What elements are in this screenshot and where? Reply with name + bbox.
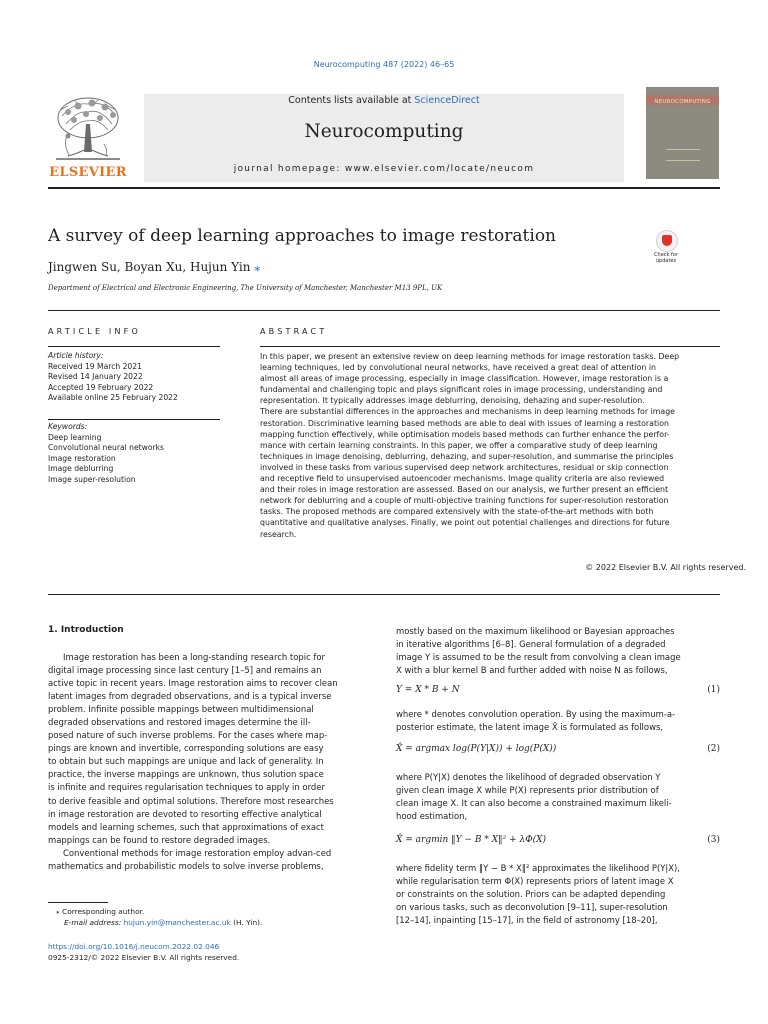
abstract-line: and their roles in image restoration are assessed. Based on our analysis, we further present an efficient [260, 485, 669, 495]
body-line: where P(Y|X) denotes the likelihood of degraded observation Y [396, 772, 661, 782]
corresponding-author-note: ⁎ Corresponding author. [56, 907, 145, 916]
abstract-bottom-rule [48, 594, 720, 595]
email-label: E-mail address: [64, 918, 124, 927]
doi-link[interactable]: https://doi.org/10.1016/j.neucom.2022.02.046 [48, 942, 220, 951]
equation-3-text: X̂ = argmin ‖Y − B * X‖² + λΦ(X) [396, 835, 546, 845]
intro-right-block-4 [396, 862, 720, 927]
elsevier-logo [48, 94, 128, 180]
article-info-rule [48, 346, 220, 347]
history-label: Article history: [48, 351, 104, 360]
keyword: Image super-resolution [48, 474, 136, 484]
equation-2-text: X̂ = argmax log(P(Y|X)) + log(P(X)) [396, 744, 557, 754]
body-line: pings are known and invertible, corresponding solutions are easy [48, 743, 324, 754]
check-updates-icon [656, 230, 678, 252]
body-line: latent images from degraded observations, and is a typical inverse [48, 691, 332, 702]
abstract-line: tasks. The proposed methods are compared extensively with the state-of-the-art methods with both [260, 507, 654, 517]
introduction-heading: 1. Introduction [48, 625, 124, 635]
body-line: posed nature of such inverse problems. For the cases where map- [48, 730, 328, 741]
history-received: Received 19 March 2021 [48, 361, 142, 371]
abstract-rule [260, 346, 720, 347]
body-line: is infinite and requires regularisation techniques to apply in order [48, 782, 325, 793]
body-line: X with a blur kernel B and further added with noise N as follows, [396, 665, 668, 676]
corresponding-author-mark[interactable]: ⁎ [254, 260, 261, 274]
authors: Jingwen Su, Boyan Xu, Hujun Yin [48, 260, 251, 274]
body-line: Image restoration has been a long-standing research topic for [63, 652, 325, 662]
abstract-line: fundamental and challenging topic and plays significant roles in image processing, understanding and [260, 385, 663, 395]
journal-cover-image [646, 87, 719, 179]
article-info-heading: ARTICLE INFO [48, 327, 141, 336]
abstract-line: involved in these tasks from various supervised deep network architectures, residual or skip connection [260, 462, 669, 472]
body-line: mostly based on the maximum likelihood or Bayesian approaches [396, 626, 675, 636]
body-line: Conventional methods for image restoration employ advan-ced [63, 847, 332, 858]
article-history [48, 351, 220, 404]
check-for-updates-badge[interactable] [648, 230, 684, 266]
equation-3-number: (3) [707, 835, 720, 845]
intro-right-block-2 [396, 708, 720, 734]
journal-homepage[interactable]: journal homepage: www.elsevier.com/locate/neucom [233, 164, 535, 174]
abstract-line: quantitative and qualitative analyses. Finally, we point out potential challenges and directions for future [260, 518, 670, 528]
equation-1 [396, 685, 720, 695]
author-email-link[interactable]: hujun.yin@manchester.ac.uk [123, 918, 231, 927]
history-online: Available online 25 February 2022 [48, 393, 178, 403]
abstract-line: network for deblurring and a couple of multi-objective training functions for super-resolution restoration [260, 496, 669, 506]
title-rule [48, 310, 720, 311]
abstract-line: and receptive field to unsupervised autoencoder mechanisms. Image quality criteria are also reviewed [260, 474, 665, 484]
history-accepted: Accepted 19 February 2022 [48, 382, 154, 392]
keyword: Image deblurring [48, 464, 114, 474]
body-line: models and learning schemes, such that approximations of exact [48, 821, 324, 832]
abstract-line: representation. It typically addresses image deblurring, denoising, dehazing and super-resolution. [260, 396, 645, 406]
intro-right-block-3 [396, 771, 720, 823]
body-line: clean image X. It can also become a constrained maximum likeli- [396, 798, 672, 809]
journal-reference[interactable]: Neurocomputing 487 (2022) 46–65 [313, 60, 455, 69]
cover-decoration [666, 149, 700, 161]
contents-line [144, 95, 624, 106]
author-list [48, 260, 260, 274]
keyword: Deep learning [48, 432, 102, 442]
body-line: mappings can be found to restore degraded images. [48, 834, 271, 845]
abstract-line: techniques in image denoising, deblurring, dehazing, and super-resolution, and summarise the principles [260, 451, 674, 461]
abstract-heading: ABSTRACT [260, 327, 328, 336]
body-line: degraded observations and restored images determine the ill- [48, 717, 311, 728]
affiliation: Department of Electrical and Electronic Engineering, The University of Manchester, Manchester M13 9PL, UK [48, 284, 443, 292]
equation-2-number: (2) [707, 744, 720, 754]
elsevier-tree-icon [48, 94, 128, 164]
email-note [48, 918, 262, 927]
body-line: on various tasks, such as deconvolution [9–11], super-resolution [396, 902, 668, 913]
cover-title: NEUROCOMPUTING [654, 99, 711, 105]
equation-1-text: Y = X * B + N [396, 685, 460, 695]
body-line: active topic in recent years. Image restoration aims to recover clean [48, 678, 338, 689]
abstract-line: research. [260, 529, 297, 539]
keywords-block [48, 422, 220, 486]
abstract-line: There are substantial differences in the approaches and mechanisms in deep learning methods for image [260, 407, 676, 417]
keyword: Image restoration [48, 453, 116, 463]
body-line: to derive feasible and optimal solutions. Therefore most researches [48, 795, 334, 806]
body-line: posterior estimate, the latent image X̂ is formulated as follows, [396, 722, 664, 733]
publisher-logo-text: ELSEVIER [49, 165, 127, 180]
abstract-line: learning techniques, led by convolutional neural networks, have received a great deal of attention in [260, 363, 657, 373]
body-line: image Y is assumed to be the result from convolving a clean image [396, 652, 681, 663]
header-rule [48, 187, 720, 189]
equation-3 [396, 835, 720, 845]
body-line: where * denotes convolution operation. By using the maximum-a- [396, 709, 676, 719]
equation-1-number: (1) [707, 685, 720, 695]
sciencedirect-link[interactable]: ScienceDirect [414, 95, 480, 106]
body-line: in iterative algorithms [6–8]. General formulation of a degraded [396, 639, 666, 650]
body-line: mathematics and probabilistic models to solve inverse problems, [48, 860, 324, 871]
keywords-label: Keywords: [48, 422, 88, 431]
history-revised: Revised 14 January 2022 [48, 372, 143, 382]
article-info-divider [48, 419, 220, 420]
abstract-line: mapping function effectively, while optimisation models based methods can further enhance the perfor- [260, 429, 670, 439]
article-title: A survey of deep learning approaches to image restoration [48, 226, 557, 246]
abstract-line: In this paper, we present an extensive review on deep learning methods for image restoration tasks. Deep [260, 352, 680, 361]
equation-2 [396, 744, 720, 754]
body-line: practice, the inverse mappings are unknown, thus solution space [48, 769, 324, 780]
body-line: digital image processing since last century [1–5] and remains an [48, 665, 322, 676]
abstract-copyright: © 2022 Elsevier B.V. All rights reserved. [585, 563, 746, 572]
body-line: where fidelity term ‖Y − B * X‖² approximates the likelihood P(Y|X), [396, 863, 680, 873]
abstract-line: restoration. Discriminative learning based methods are able to deal with issues of learning a restoration [260, 418, 669, 428]
abstract-body [260, 351, 746, 540]
intro-left-column [48, 651, 360, 873]
contents-prefix: Contents lists available at [288, 95, 415, 106]
journal-name: Neurocomputing [304, 121, 464, 142]
email-suffix: (H. Yin). [230, 918, 263, 927]
body-line: to obtain but such mappings are unique and lack of generality. In [48, 756, 324, 767]
body-line: or constraints on the solution. Priors can be adapted depending [396, 889, 666, 900]
intro-right-block-1 [396, 625, 720, 677]
body-line: while regularisation term Φ(X) represents priors of latent image X [396, 876, 674, 887]
issn-line: 0925-2312/© 2022 Elsevier B.V. All rights reserved. [48, 953, 240, 962]
body-line: [12–14], inpainting [15–17], in the field of astronomy [18–20], [396, 915, 658, 926]
abstract-line: almost all areas of image processing, especially in image classification. However, image restoration is a [260, 374, 669, 384]
abstract-line: mance with certain learning constraints. In this paper, we offer a comparative study of deep learning [260, 440, 658, 450]
check-updates-label: Check for updates [654, 252, 678, 264]
body-line: in image restoration are devoted to resorting effective analytical [48, 808, 322, 819]
keyword: Convolutional neural networks [48, 443, 164, 453]
body-line: hood estimation, [396, 811, 468, 822]
body-line: given clean image X while P(X) represents prior distribution of [396, 785, 659, 796]
footnote-rule [48, 902, 108, 903]
body-line: problem. Infinite possible mappings between multidimensional [48, 704, 314, 715]
